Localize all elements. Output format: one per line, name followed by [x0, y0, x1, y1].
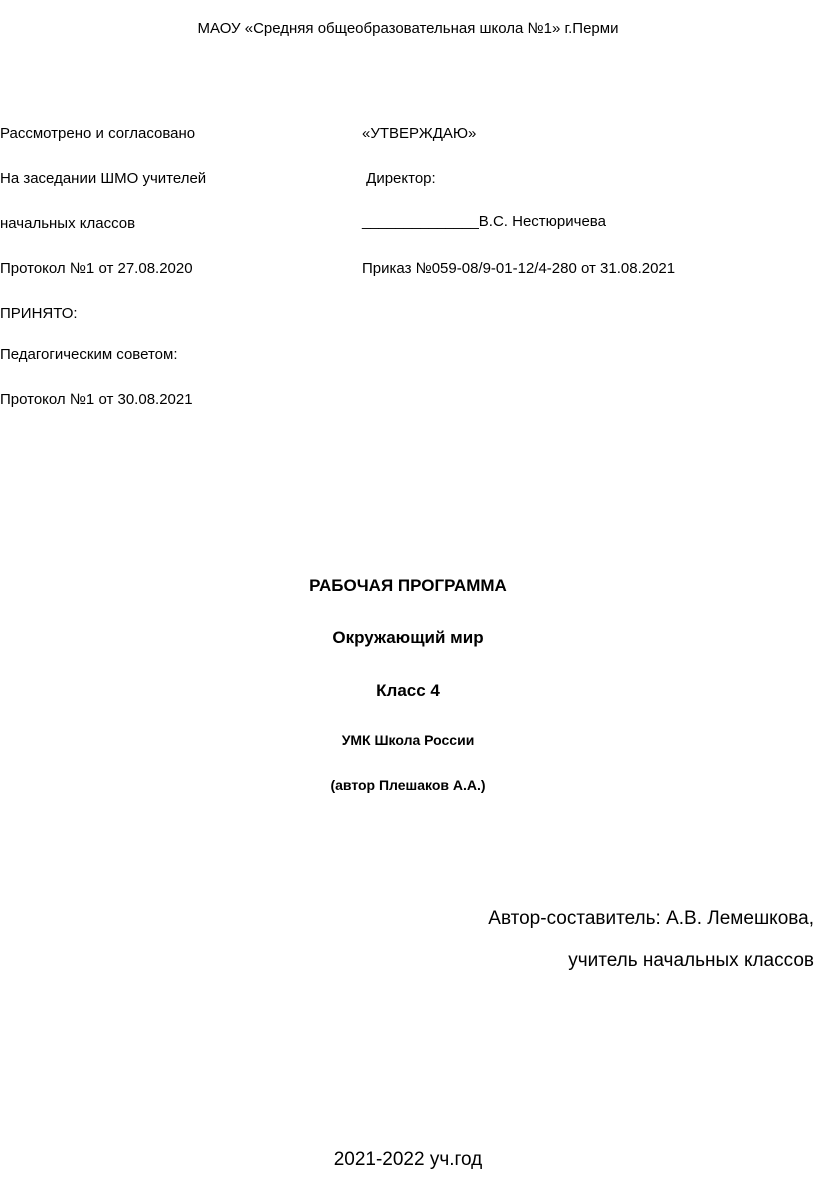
program-subject: Окружающий мир — [332, 628, 484, 647]
director-signature: ______________В.С. Нестюричева — [362, 213, 606, 230]
approve-heading: «УТВЕРЖДАЮ» — [362, 125, 477, 142]
approval-protocol-1: Протокол №1 от 27.08.2020 — [0, 260, 193, 277]
school-name: МАОУ «Средняя общеобразовательная школа №1» г.Перми — [197, 20, 619, 37]
compiler-position: учитель начальных классов — [568, 950, 814, 971]
approval-accepted: ПРИНЯТО: — [0, 305, 78, 322]
program-author: (автор Плешаков А.А.) — [330, 777, 486, 793]
approval-meeting: На заседании ШМО учителей — [0, 170, 207, 187]
director-label: Директор: — [362, 170, 436, 187]
compiler-name: Автор-составитель: А.В. Лемешкова, — [488, 908, 814, 929]
order-number: Приказ №059-08/9-01-12/4-280 от 31.08.2021 — [362, 260, 676, 277]
approval-considered: Рассмотрено и согласовано — [0, 125, 196, 142]
program-title: РАБОЧАЯ ПРОГРАММА — [309, 576, 507, 595]
approval-classes: начальных классов — [0, 215, 136, 232]
program-grade: Класс 4 — [376, 681, 440, 700]
approval-protocol-2: Протокол №1 от 30.08.2021 — [0, 391, 193, 408]
program-umk: УМК Школа России — [341, 732, 475, 748]
approval-council: Педагогическим советом: — [0, 346, 178, 363]
academic-year: 2021-2022 уч.год — [333, 1149, 483, 1170]
